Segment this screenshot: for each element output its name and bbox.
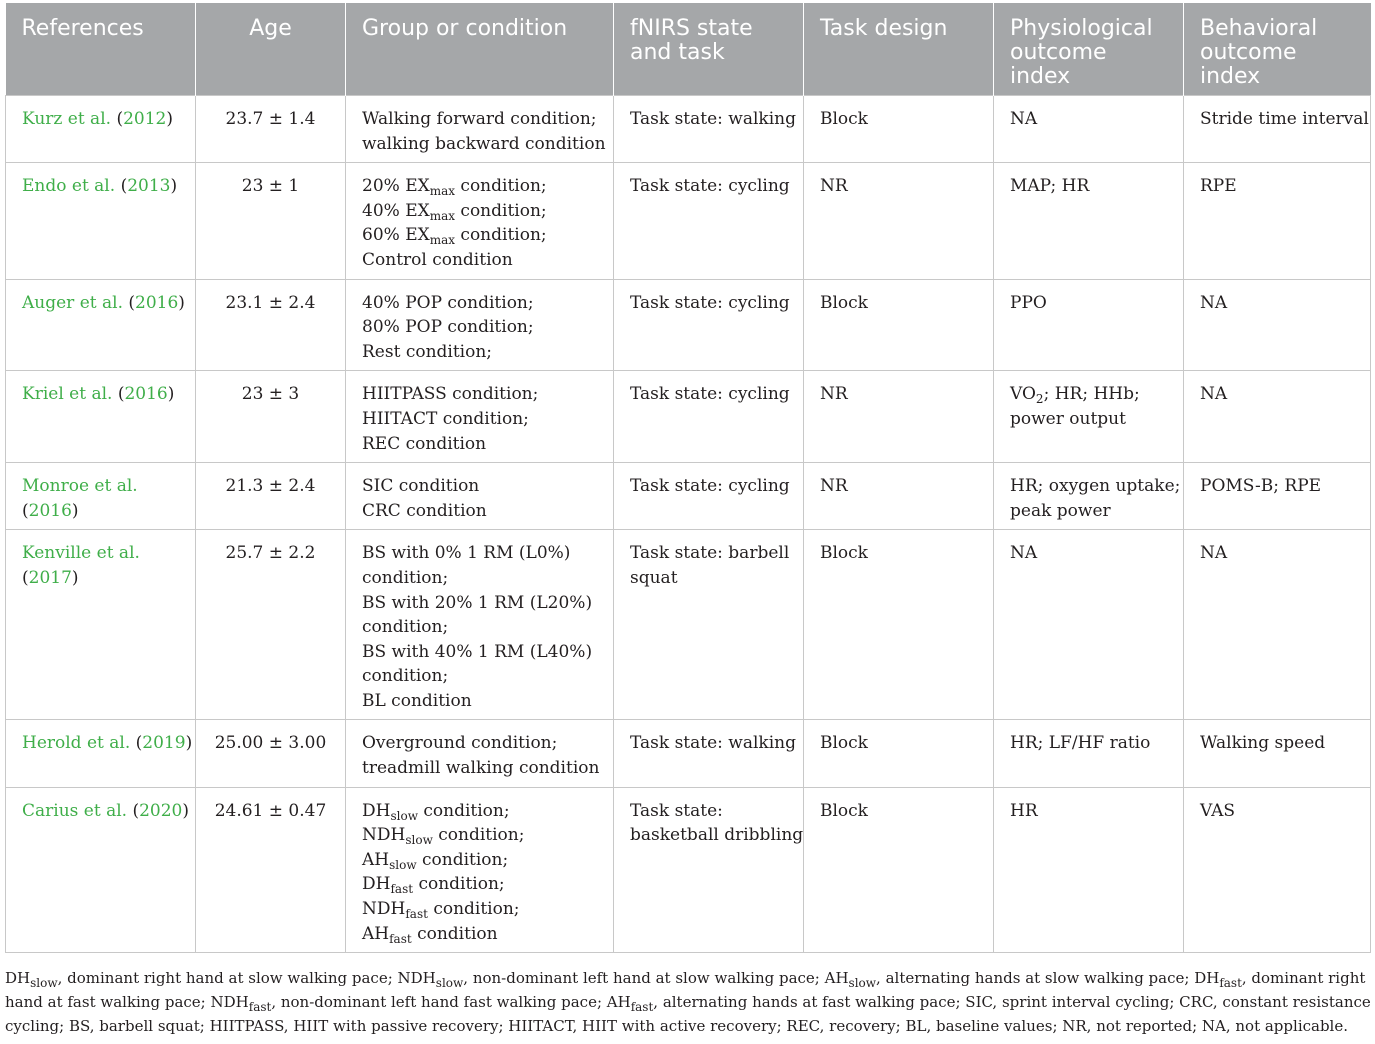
condition-cell	[346, 163, 614, 279]
fnirs-line: Task state: walking	[630, 733, 796, 754]
fnirs-line: Task state: cycling	[630, 176, 790, 197]
reference-author: Kenville et al.	[22, 543, 140, 564]
fnirs-cell	[614, 163, 804, 279]
reference-cell	[6, 787, 196, 953]
reference-year-link[interactable]: 2016	[28, 500, 72, 521]
subscript: slow	[435, 976, 464, 990]
paren: (	[132, 800, 140, 821]
reference-cell	[6, 463, 196, 530]
header-line: outcome	[1200, 40, 1297, 65]
condition-cell	[346, 530, 614, 720]
physiological-line: $VO_2$; HR; HHb;	[1010, 384, 1140, 407]
subscript: fast	[405, 907, 428, 922]
reference-line	[22, 107, 179, 132]
physiological-line: peak power	[1010, 500, 1111, 521]
fnirs-cell	[614, 787, 804, 953]
physiological-line: NA	[1010, 543, 1038, 564]
reference-year-link[interactable]: 2012	[123, 109, 167, 129]
subscript: slow	[848, 976, 877, 990]
physiological-line: power output	[1010, 408, 1126, 429]
physiological-cell	[994, 787, 1184, 953]
fnirs-line: Task state: barbell	[630, 543, 790, 564]
reference-line	[22, 799, 190, 824]
table-row	[6, 96, 1371, 163]
reference-cell	[6, 371, 196, 463]
fnirs-line: Task state: cycling	[630, 476, 790, 497]
behavioral-line: NA	[1200, 384, 1228, 405]
header-line: index	[1010, 64, 1071, 89]
behavioral-line: NA	[1200, 292, 1228, 313]
reference-author: Endo et al.	[22, 176, 121, 197]
physiological-cell	[994, 720, 1184, 787]
condition-line: CRC condition	[362, 500, 487, 521]
header-line: index	[1200, 64, 1261, 89]
header-line: Behavioral	[1200, 16, 1318, 41]
paren: )	[182, 800, 190, 821]
behavioral-cell	[1184, 96, 1371, 163]
reference-author: Monroe et al.	[22, 476, 138, 497]
header-references	[6, 3, 196, 96]
paren: (	[120, 176, 128, 197]
header-line: fNIRS state	[630, 16, 753, 41]
condition-line: SIC condition	[362, 476, 480, 497]
physiological-cell	[994, 279, 1184, 371]
condition-line: HIITPASS condition;	[362, 384, 539, 405]
task-design-cell: NR	[804, 371, 994, 463]
physiological-line: NA	[1010, 109, 1038, 129]
condition-line: 40% POP condition;	[362, 292, 534, 313]
condition-cell	[346, 371, 614, 463]
condition-cell	[346, 463, 614, 530]
task-design-cell: Block	[804, 96, 994, 163]
paren: (	[117, 384, 125, 405]
reference-cell	[6, 720, 196, 787]
condition-line: $DH_{fast}$ condition;	[362, 874, 505, 897]
fnirs-cell	[614, 463, 804, 530]
table-row	[6, 720, 1371, 787]
table-row	[6, 279, 1371, 371]
age-cell: 23.1 ± 2.4	[196, 279, 346, 371]
fnirs-cell	[614, 371, 804, 463]
behavioral-line: NA	[1200, 543, 1228, 564]
condition-line: $AH_{fast}$ condition	[362, 923, 498, 946]
behavioral-cell	[1184, 720, 1371, 787]
fnirs-cell	[614, 279, 804, 371]
task-design-cell: Block	[804, 530, 994, 720]
paren: )	[178, 292, 185, 313]
condition-line: condition;	[362, 666, 449, 687]
behavioral-cell	[1184, 530, 1371, 720]
condition-line: $DH_{slow}$ condition;	[362, 800, 510, 823]
paren: )	[167, 384, 175, 405]
reference-year-link[interactable]: 2016	[135, 292, 179, 313]
subscript: slow	[390, 808, 418, 823]
header-line: Age	[249, 16, 292, 41]
table-row	[6, 163, 1371, 279]
task-design-cell: Block	[804, 279, 994, 371]
paren: )	[71, 500, 79, 521]
reference-year-link[interactable]: 2017	[28, 567, 72, 588]
physiological-cell	[994, 371, 1184, 463]
fnirs-line: Task state: cycling	[630, 384, 790, 405]
condition-line: condition;	[362, 567, 449, 588]
behavioral-line: Stride time interval	[1200, 109, 1369, 129]
reference-cell	[6, 279, 196, 371]
reference-line	[22, 382, 179, 407]
condition-line: walking backward condition	[362, 133, 606, 154]
reference-cell	[6, 163, 196, 279]
fnirs-line: Task state: cycling	[630, 292, 790, 313]
reference-year-line	[22, 499, 179, 524]
table-footnote: $DH_{slow}$, dominant right hand at slow walking pace; $NDH_{slow}$, non-dominant left hand at slow walking pace; $AH_{slow}$, alternating hands at slow walking pace; $DH_{fast}$, dominant right hand at fast walking pace; $NDH_{fast}$, non-dominant left hand fast walking pace; $AH_{fast}$, alternating hands at fast walking pace; SIC, sprint interval cycling; CRC, constant resistance cycling; BS, barbell squat; HIITPASS, HIIT with passive recovery; HIITACT, HIIT with active recovery; REC, recovery; BL, baseline values; NR, not reported; NA, not applicable.	[5, 969, 1371, 1035]
physiological-line: MAP; HR	[1010, 176, 1090, 197]
physiological-cell	[994, 530, 1184, 720]
behavioral-cell	[1184, 463, 1371, 530]
fnirs-cell	[614, 96, 804, 163]
header-group-or-condition	[346, 3, 614, 96]
reference-cell	[6, 530, 196, 720]
table-header-row	[6, 3, 1371, 96]
reference-line	[22, 174, 179, 199]
condition-cell	[346, 787, 614, 953]
behavioral-line: RPE	[1200, 176, 1237, 197]
condition-line: Rest condition;	[362, 341, 493, 362]
condition-line: 80% POP condition;	[362, 317, 534, 338]
fnirs-cell	[614, 720, 804, 787]
condition-line: 20% $EX_{max}$ condition;	[362, 176, 547, 199]
age-cell: 25.7 ± 2.2	[196, 530, 346, 720]
condition-line: $AH_{slow}$ condition;	[362, 849, 509, 872]
header-age	[196, 3, 346, 96]
header-line: Physiological	[1010, 16, 1153, 41]
condition-line: BS with 0% 1 RM (L0%)	[362, 543, 571, 564]
fnirs-cell	[614, 530, 804, 720]
paren: )	[185, 733, 193, 754]
reference-author: Carius et al.	[22, 800, 133, 821]
age-cell: 23.7 ± 1.4	[196, 96, 346, 163]
physiological-line: PPO	[1010, 292, 1047, 313]
header-physiological-outcome-index	[994, 3, 1184, 96]
task-design-cell: Block	[804, 720, 994, 787]
fnirs-line: squat	[630, 567, 678, 588]
header-line: outcome	[1010, 40, 1107, 65]
header-behavioral-outcome-index	[1184, 3, 1371, 96]
subscript: 2	[1035, 392, 1044, 407]
subscript: max	[429, 233, 456, 248]
reference-year-line	[22, 566, 179, 591]
behavioral-cell	[1184, 279, 1371, 371]
condition-line: condition;	[362, 617, 449, 638]
subscript: fast	[389, 931, 412, 946]
fnirs-line: Task state:	[630, 800, 723, 821]
subscript: slow	[389, 857, 417, 872]
fnirs-line: Task state: walking	[630, 109, 796, 129]
reference-year-link[interactable]: 2013	[127, 176, 171, 197]
header-fnirs-state-and-task	[614, 3, 804, 96]
reference-line	[22, 291, 185, 316]
table-row	[6, 530, 1371, 720]
references-table	[5, 3, 1371, 953]
condition-line: $NDH_{fast}$ condition;	[362, 899, 520, 922]
header-line: References	[21, 16, 144, 41]
condition-line: REC condition	[362, 433, 487, 454]
condition-line: BS with 40% 1 RM (L40%)	[362, 641, 593, 662]
reference-cell	[6, 96, 196, 163]
physiological-line: HR; LF/HF ratio	[1010, 733, 1151, 754]
paren: (	[22, 567, 29, 588]
table-row	[6, 787, 1371, 953]
physiological-cell	[994, 463, 1184, 530]
condition-line: 60% $EX_{max}$ condition;	[362, 225, 547, 248]
task-design-cell: Block	[804, 787, 994, 953]
reference-year-link[interactable]: 2019	[142, 733, 186, 754]
condition-line: Control condition	[362, 249, 513, 270]
condition-cell	[346, 96, 614, 163]
behavioral-line: Walking speed	[1200, 733, 1326, 754]
condition-line: HIITACT condition;	[362, 408, 529, 429]
physiological-line: HR	[1010, 800, 1038, 821]
physiological-line: HR; oxygen uptake;	[1010, 476, 1181, 497]
subscript: max	[429, 184, 456, 199]
condition-line: BS with 20% 1 RM (L20%)	[362, 592, 593, 613]
header-line: Task design	[820, 16, 948, 41]
task-design-cell: NR	[804, 163, 994, 279]
reference-year-link[interactable]: 2016	[124, 384, 168, 405]
table-row	[6, 371, 1371, 463]
reference-author: Auger et al.	[22, 292, 129, 313]
subscript: fast	[390, 882, 414, 897]
table-row	[6, 463, 1371, 530]
behavioral-line: VAS	[1200, 800, 1236, 821]
behavioral-cell	[1184, 371, 1371, 463]
subscript: fast	[248, 1000, 272, 1014]
reference-author: Kurz et al.	[22, 109, 117, 129]
behavioral-line: POMS-B; RPE	[1200, 476, 1322, 497]
subscript: fast	[630, 1000, 654, 1014]
age-cell: 24.61 ± 0.47	[196, 787, 346, 953]
condition-line: BL condition	[362, 690, 472, 711]
age-cell: 21.3 ± 2.4	[196, 463, 346, 530]
paren: )	[170, 176, 178, 197]
age-cell: 23 ± 3	[196, 371, 346, 463]
condition-cell	[346, 279, 614, 371]
paren: (	[135, 733, 143, 754]
header-line: Group or condition	[362, 16, 568, 41]
header-task-design	[804, 3, 994, 96]
condition-cell	[346, 720, 614, 787]
age-cell: 25.00 ± 3.00	[196, 720, 346, 787]
header-line: and task	[630, 40, 725, 65]
paren: )	[71, 567, 79, 588]
paren: )	[166, 109, 173, 129]
subscript: slow	[405, 833, 433, 848]
reference-year-link[interactable]: 2020	[139, 800, 183, 821]
condition-line: 40% $EX_{max}$ condition;	[362, 200, 547, 223]
behavioral-cell	[1184, 787, 1371, 953]
reference-author: Herold et al.	[22, 733, 136, 754]
task-design-cell: NR	[804, 463, 994, 530]
condition-line: treadmill walking condition	[362, 758, 600, 779]
physiological-cell	[994, 96, 1184, 163]
condition-line: $NDH_{slow}$ condition;	[362, 825, 525, 848]
reference-author: Kriel et al.	[22, 384, 118, 405]
paren: (	[22, 500, 29, 521]
reference-line	[22, 731, 193, 756]
subscript: fast	[1219, 976, 1242, 990]
subscript: max	[429, 208, 456, 223]
subscript: slow	[30, 976, 58, 990]
physiological-cell	[994, 163, 1184, 279]
paren: (	[128, 292, 136, 313]
fnirs-line: basketball dribbling	[630, 825, 804, 846]
paren: (	[116, 109, 124, 129]
age-cell: 23 ± 1	[196, 163, 346, 279]
behavioral-cell	[1184, 163, 1371, 279]
table-body	[6, 96, 1371, 953]
condition-line: Overground condition;	[362, 733, 558, 754]
condition-line: Walking forward condition;	[362, 109, 597, 129]
